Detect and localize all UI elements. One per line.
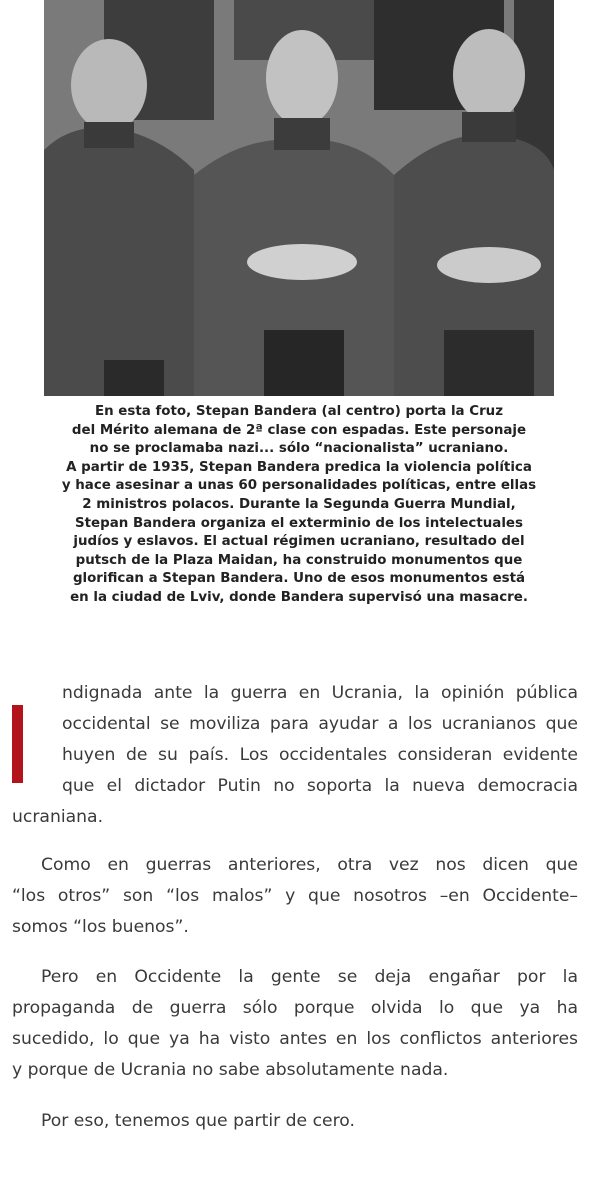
caption-line: Stepan Bandera organiza el exterminio de los intelectuales: [75, 515, 523, 531]
paragraph-2: [12, 850, 578, 943]
paragraph-line: ndignada ante la guerra en Ucrania, la opinión pública: [62, 683, 578, 703]
paragraph-4: [12, 1106, 578, 1137]
paragraph-line: Por eso, tenemos que partir de cero.: [41, 1111, 355, 1131]
caption-line: en la ciudad de Lviv, donde Bandera supervisó una masacre.: [70, 589, 528, 605]
paragraph-line: occidental se moviliza para ayudar a los ucranianos que: [62, 714, 578, 734]
paragraph-line: “los otros” son “los malos” y que nosotros –en Occidente–: [12, 886, 578, 906]
paragraph-line: que el dictador Putin no soporta la nueva democracia: [62, 776, 578, 796]
paragraph-line: Como en guerras anteriores, otra vez nos dicen que: [41, 855, 578, 875]
caption-line: 2 ministros polacos. Durante la Segunda Guerra Mundial,: [82, 496, 516, 512]
historical-photo-of-three-officers-icon: [44, 0, 554, 396]
caption-line: En esta foto, Stepan Bandera (al centro) porta la Cruz: [94, 404, 504, 419]
caption-line: A partir de 1935, Stepan Bandera predica la violencia política: [66, 459, 532, 475]
caption-line: del Mérito alemana de 2ª clase con espadas. Este personaje: [71, 422, 527, 438]
paragraph-line: huyen de su país. Los occidentales consideran evidente: [62, 745, 578, 765]
paragraph-line: ucraniana.: [12, 807, 104, 827]
caption-line: y hace asesinar a unas 60 personalidades políticas, entre ellas: [61, 478, 537, 494]
caption-line: judíos y eslavos. El actual régimen ucraniano, resultado del: [73, 534, 525, 550]
historical-photo: [44, 0, 554, 396]
caption-line: putsch de la Plaza Maidan, ha construido monumentos que: [75, 552, 523, 568]
photo-caption: [44, 403, 554, 608]
paragraph-line: somos “los buenos”.: [12, 917, 189, 937]
paragraph-line: propaganda de guerra sólo porque olvida lo que ya ha: [12, 998, 578, 1018]
paragraph-line: y porque de Ucrania no sabe absolutamente nada.: [12, 1060, 449, 1080]
caption-line: no se proclamaba nazi... sólo “nacionalista” ucraniano.: [89, 441, 509, 457]
paragraph-line: Pero en Occidente la gente se deja engañar por la: [41, 967, 578, 987]
caption-line: glorifican a Stepan Bandera. Uno de esos monumentos está: [72, 571, 526, 587]
paragraph-1: [12, 678, 578, 833]
paragraph-3: [12, 962, 578, 1086]
paragraph-line: sucedido, lo que ya ha visto antes en los conflictos anteriores: [12, 1029, 578, 1049]
